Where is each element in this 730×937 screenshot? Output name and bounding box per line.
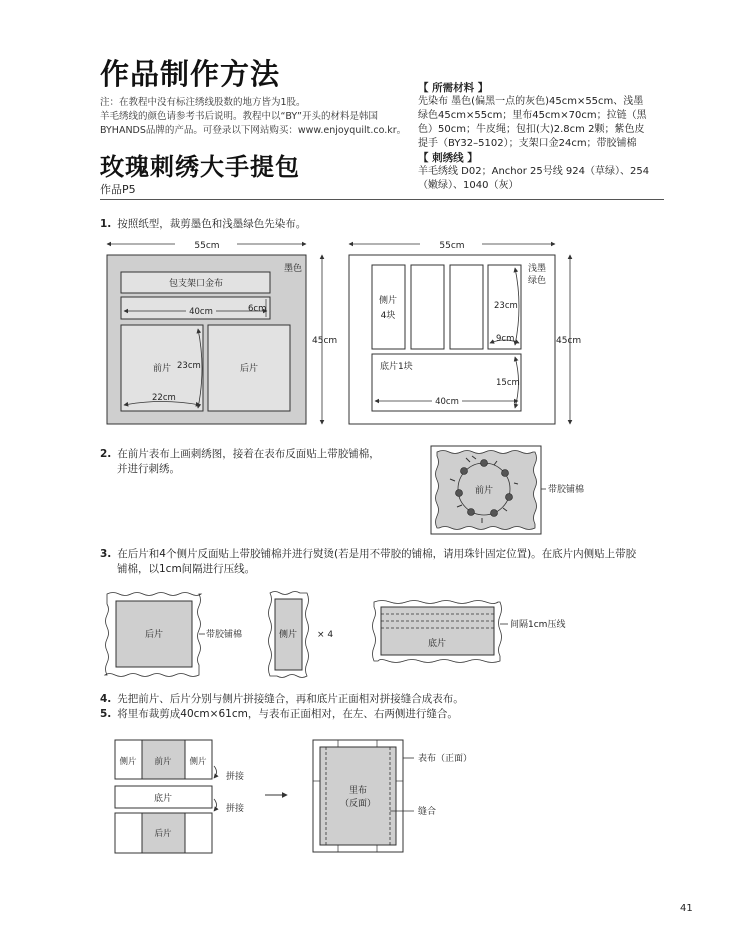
fig1-right-cutting-layout — [349, 238, 581, 424]
side-piece — [185, 813, 212, 853]
fig1-right-width: 55cm — [439, 241, 465, 251]
step-number: 5. — [100, 708, 112, 720]
back-label: 后片 — [239, 364, 259, 374]
rose-icon — [502, 470, 509, 477]
fig3-bottom-label: 底片 — [427, 639, 447, 649]
note-line: 注：在教程中没有标注绣线股数的地方皆为1股。 — [100, 97, 306, 108]
materials-line: 绿色45cm×55cm；里布45cm×70cm；拉链（黑 — [418, 110, 647, 121]
bottom-height: 15cm — [496, 378, 520, 388]
step-number: 4. — [100, 693, 112, 705]
bottom-width: 40cm — [435, 397, 459, 407]
fig4-side-left: 侧片 — [119, 757, 137, 767]
fig3-quilting-label: 间隔1cm压线 — [510, 620, 566, 630]
fig5-lining-2: （反面） — [339, 799, 377, 809]
fig4-back: 后片 — [154, 829, 172, 839]
fig1-right-height: 45cm — [556, 336, 582, 346]
step-text: 在后片和4个侧片反面贴上带胶铺棉并进行熨烫(若是用不带胶的铺棉，请用珠针固定位置)。在底片内侧贴上带胶 — [117, 548, 637, 560]
fig3-side-multiplier: × 4 — [317, 630, 334, 640]
fig1-left-height: 45cm — [312, 336, 338, 346]
step-text: 将里布裁剪成40cm×61cm，与表布正面相对，在左、右两侧进行缝合。 — [117, 708, 458, 720]
step-number: 3. — [100, 548, 112, 560]
fig5-seam-label: 缝合 — [418, 807, 437, 817]
side-piece — [372, 265, 405, 349]
fig3-back-label: 后片 — [144, 630, 164, 640]
step-text: 铺棉，以1cm间隔进行压线。 — [117, 563, 256, 575]
side-label: 侧片 — [378, 296, 398, 306]
fig1-right-color-2: 绿色 — [528, 276, 547, 286]
side-piece — [115, 813, 142, 853]
side-count: 4块 — [380, 311, 396, 321]
side-piece — [411, 265, 444, 349]
rose-icon — [468, 509, 475, 516]
front-label: 前片 — [152, 364, 172, 374]
rose-icon — [481, 460, 488, 467]
fig4-join-2: 拼接 — [226, 804, 245, 814]
front-width: 22cm — [152, 393, 176, 403]
thread-line: 羊毛绣线 D02；Anchor 25号线 924（草绿）、254 — [418, 166, 650, 177]
strip-height: 6cm — [248, 304, 267, 314]
bottom-label: 底片1块 — [380, 362, 413, 372]
fig3-side-label: 侧片 — [278, 630, 298, 640]
fig3-batting — [105, 592, 565, 678]
rose-icon — [456, 490, 463, 497]
materials-line: 提手（BY32–5102）；支架口金24cm；带胶铺棉 — [418, 138, 637, 149]
fig4-front: 前片 — [154, 757, 172, 767]
fig4-bottom: 底片 — [153, 794, 173, 804]
fig2-front-label: 前片 — [474, 486, 494, 496]
fig2-batting-label: 带胶铺棉 — [548, 485, 585, 495]
materials-heading: 【 所需材料 】 — [418, 82, 489, 94]
step-number: 1. — [100, 218, 112, 230]
fig1-left-color: 墨色 — [284, 264, 303, 274]
project-title: 玫瑰刺绣大手提包 — [100, 152, 300, 181]
fig1-left-width: 55cm — [194, 241, 220, 251]
frame-piece-label: 包支架口金布 — [168, 279, 224, 289]
note-line: BYHANDS品牌的产品。可登录以下网站购买：www.enjoyquilt.co.kr。 — [100, 125, 407, 136]
step-number: 2. — [100, 448, 112, 460]
fig5-lining — [313, 740, 472, 852]
materials-line: 色）50cm；牛皮绳；包扣(大)2.8cm 2颗；紫色皮 — [418, 124, 645, 135]
rose-icon — [461, 468, 468, 475]
page-title: 作品制作方法 — [100, 57, 281, 91]
fig1-right-color-1: 浅墨 — [528, 264, 547, 274]
fig5-outer-label: 表布（正面） — [418, 754, 473, 764]
materials-line: 先染布 墨色(偏黑一点的灰色)45cm×55cm、浅墨 — [418, 96, 644, 107]
thread-heading: 【 刺绣线 】 — [418, 152, 478, 164]
rose-icon — [506, 494, 513, 501]
thread-line: （嫩绿）、1040（灰） — [418, 180, 519, 191]
lining-fabric — [320, 747, 396, 845]
side-height: 23cm — [494, 301, 518, 311]
front-height: 23cm — [177, 361, 201, 371]
fig3-batting-label: 带胶铺棉 — [206, 630, 243, 640]
fig1-left-cutting-layout — [107, 238, 337, 424]
page-number: 41 — [680, 903, 693, 914]
side-width: 9cm — [496, 334, 515, 344]
fig2-embroidery — [431, 446, 584, 534]
fig4-side-right: 侧片 — [189, 757, 207, 767]
fig4-assembly — [115, 740, 287, 853]
strip-width: 40cm — [189, 307, 213, 317]
rose-icon — [491, 510, 498, 517]
step-text: 先把前片、后片分别与侧片拼接缝合，再和底片正面相对拼接缝合成表布。 — [117, 693, 464, 705]
work-reference: 作品P5 — [100, 183, 136, 196]
fig5-lining-1: 里布 — [348, 786, 368, 796]
step-text: 按照纸型，裁剪墨色和浅墨绿色先染布。 — [117, 218, 307, 230]
note-line: 羊毛绣线的颜色请参考书后说明。教程中以“BY”开头的材料是韩国 — [100, 111, 378, 122]
step-text: 在前片表布上画刺绣图，接着在表布反面贴上带胶铺棉， — [117, 448, 380, 460]
step-text: 并进行刺绣。 — [117, 463, 180, 475]
side-piece — [450, 265, 483, 349]
fig4-join-1: 拼接 — [226, 772, 245, 782]
